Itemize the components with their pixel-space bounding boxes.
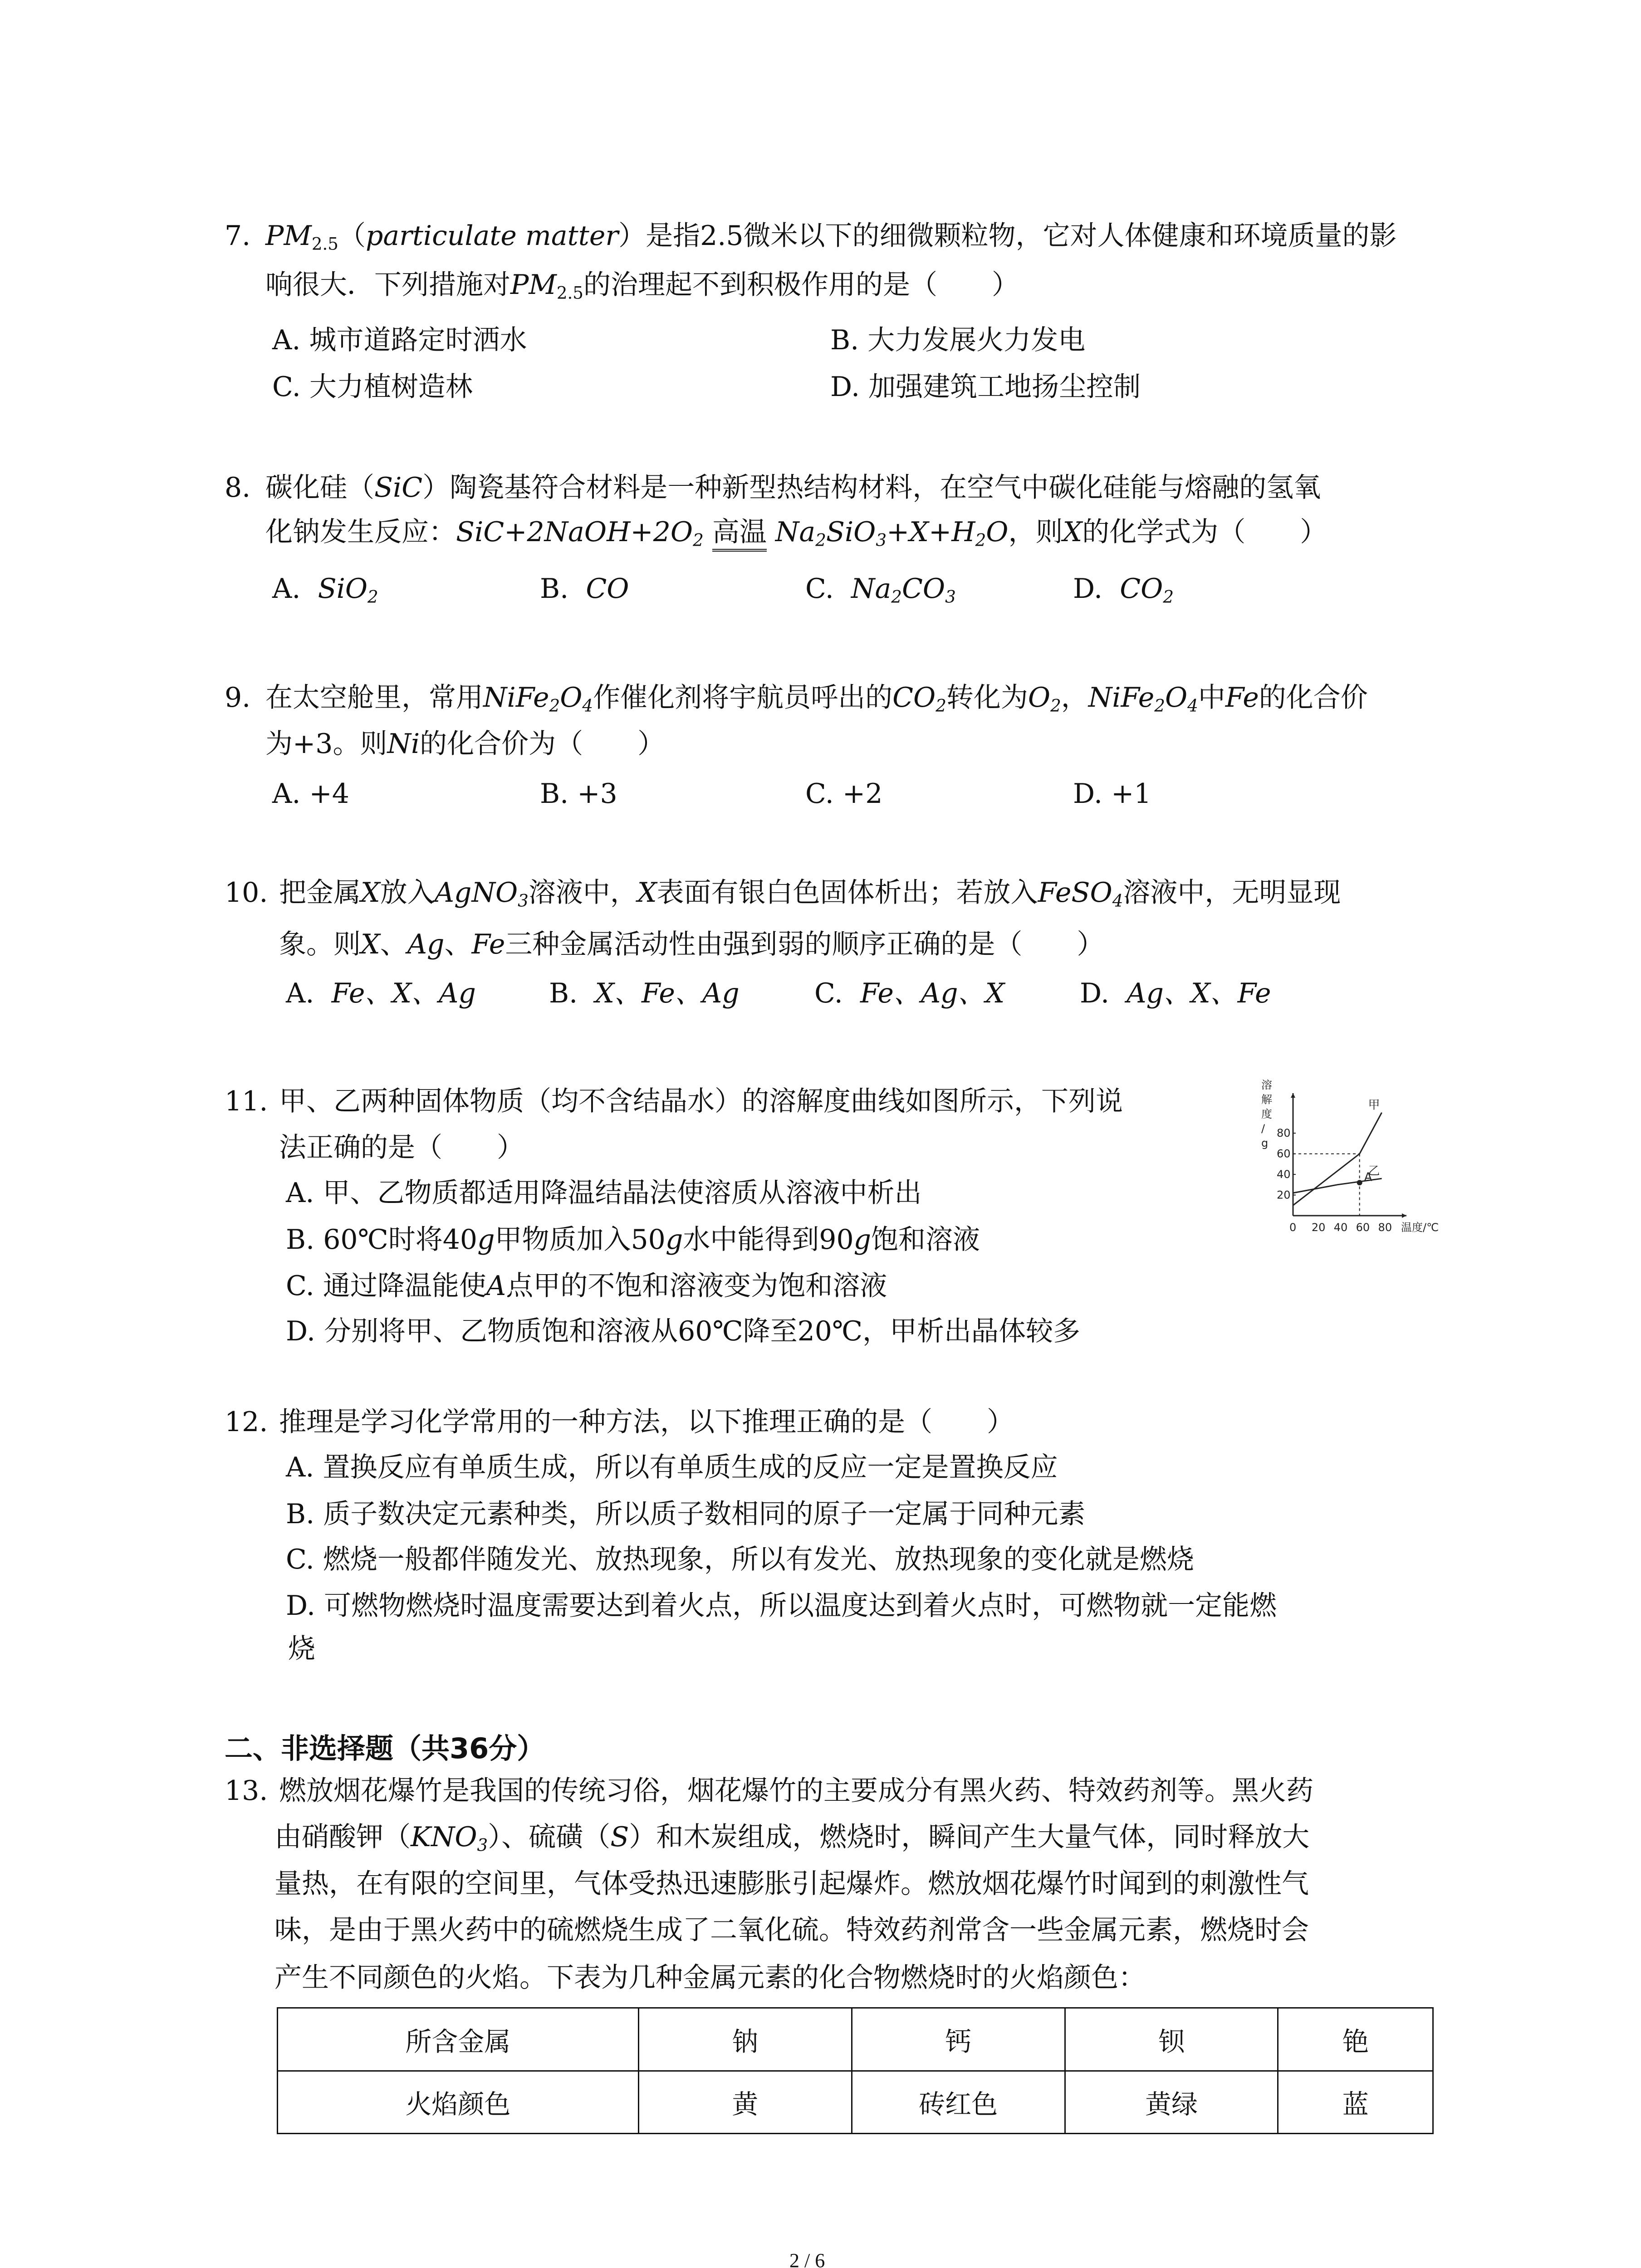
series-line (1293, 1113, 1382, 1206)
q9-option-c[interactable]: C. +2 (805, 778, 883, 810)
y-axis-label: 度 (1261, 1108, 1272, 1120)
q8-option-d[interactable]: D. $CO_2$ (1073, 573, 1174, 607)
q7-line2: 响很大．下列措施对$PM_{2.5}$的治理起不到积极作用的是（ ） (265, 269, 1019, 303)
flame-color-table (277, 2007, 1434, 2134)
q10-line2: 象。则X、Ag、Fe三种金属活动性由强到弱的顺序正确的是（ ） (279, 929, 1104, 960)
q12-option-c[interactable]: C. 燃烧一般都伴随发光、放热现象，所以有发光、放热现象的变化就是燃烧 (286, 1544, 1194, 1575)
q7-option-c[interactable]: C. 大力植树造林 (272, 371, 473, 403)
point-a (1357, 1180, 1362, 1185)
q11-option-c[interactable]: C. 通过降温能使A点甲的不饱和溶液变为饱和溶液 (286, 1270, 887, 1302)
q13-line1: 燃放烟花爆竹是我国的传统习俗，烟花爆竹的主要成分有黑火药、特效药剂等。黑火药 (279, 1775, 1313, 1807)
q12-option-a[interactable]: A. 置换反应有单质生成，所以有单质生成的反应一定是置换反应 (286, 1452, 1058, 1483)
q9-number: 9. (225, 682, 251, 714)
y-tick-label: 60 (1277, 1147, 1291, 1160)
table-cell: 黄绿 (1065, 2071, 1278, 2134)
q10-option-b[interactable]: B. X、Fe、Ag (549, 978, 740, 1009)
q11-option-a[interactable]: A. 甲、乙物质都适用降温结晶法使溶质从溶液中析出 (286, 1177, 922, 1209)
q7-option-b[interactable]: B. 大力发展火力发电 (830, 324, 1086, 356)
q12-option-b[interactable]: B. 质子数决定元素种类，所以质子数相同的原子一定属于同种元素 (286, 1498, 1086, 1530)
q9-option-b[interactable]: B. +3 (540, 778, 617, 810)
y-axis-label: 解 (1261, 1093, 1272, 1106)
q7-option-d[interactable]: D. 加强建筑工地扬尘控制 (830, 371, 1141, 403)
q10-option-c[interactable]: C. Fe、Ag、X (814, 978, 1005, 1009)
q13-number: 13. (225, 1775, 268, 1807)
reaction-condition: 高温 (712, 516, 767, 552)
q8-line2-equation: 化钠发生反应：$SiC+2NaOH+2O_2$ 高温 $Na_2SiO_3+X+H_2O$，则X的化学式为（ ） (265, 518, 1327, 546)
q11-line2: 法正确的是（ ） (279, 1132, 524, 1163)
q13-line4: 味，是由于黑火药中的硫燃烧生成了二氧化硫。特效药剂常含一些金属元素，燃烧时会 (274, 1914, 1309, 1946)
q8-line1: 碳化硅（SiC）陶瓷基符合材料是一种新型热结构材料，在空气中碳化硅能与熔融的氢氧 (265, 472, 1321, 503)
y-axis-label: g (1261, 1137, 1269, 1149)
point-a-label: A (1364, 1170, 1372, 1184)
y-tick-label: 20 (1277, 1188, 1291, 1202)
q9-option-a[interactable]: A. +4 (272, 778, 349, 810)
q10-line1: 把金属X放入AgNO$_3$溶液中，X表面有银白色固体析出；若放入FeSO$_4$溶液中，无明显现 (279, 877, 1341, 911)
table-cell: 钠 (638, 2008, 852, 2071)
q10-option-d[interactable]: D. Ag、X、Fe (1080, 978, 1271, 1009)
q9-line2: 为+3。则Ni的化合价为（ ） (265, 728, 665, 760)
q7-number: 7. (225, 220, 251, 252)
q13-line2: 由硝酸钾$(KNO_3)$、硫磺（S）和木炭组成，燃烧时，瞬间产生大量气体，同时释放大 (274, 1821, 1310, 1855)
q8-number: 8. (225, 472, 251, 503)
q10-option-a[interactable]: A. Fe、X、Ag (286, 978, 476, 1009)
q7-line1: $PM_{2.5}(particulate$ matter）是指2.5微米以下的细微颗粒物，它对人体健康和环境质量的影 (265, 220, 1397, 254)
x-tick-label: 80 (1378, 1221, 1392, 1234)
q10-number: 10. (225, 877, 268, 909)
series-label: 乙 (1368, 1164, 1380, 1178)
q8-option-c[interactable]: C. $Na_2CO_3$ (805, 573, 956, 607)
x-axis-arrow (1402, 1213, 1406, 1218)
q12-option-d-cont: 烧 (288, 1633, 315, 1665)
q12-line1: 推理是学习化学常用的一种方法，以下推理正确的是（ ） (279, 1406, 1014, 1438)
table-cell: 钙 (852, 2008, 1065, 2071)
table-cell: 所含金属 (278, 2008, 639, 2071)
solubility-chart (1252, 1075, 1439, 1243)
x-tick-label: 0 (1289, 1221, 1297, 1234)
q9-line1: 在太空舱里，常用$NiFe_2O_4$作催化剂将宇航员呼出的$CO_2$转化为$O_2$，$NiFe_2O_4$中Fe的化合价 (265, 682, 1368, 716)
table-cell: 黄 (638, 2071, 852, 2134)
table-cell: 火焰颜色 (278, 2071, 639, 2134)
table-cell: 蓝 (1278, 2071, 1433, 2134)
q8-option-a[interactable]: A. SiO$_2$ (272, 573, 378, 607)
table-cell: 铯 (1278, 2008, 1433, 2071)
table-cell: 钡 (1065, 2008, 1278, 2071)
q11-option-b[interactable]: B. 60℃时将40g甲物质加入50g水中能得到90g饱和溶液 (286, 1224, 980, 1256)
q8-option-b[interactable]: B. CO (540, 573, 629, 605)
q12-option-d[interactable]: D. 可燃物燃烧时温度需要达到着火点，所以温度达到着火点时，可燃物就一定能燃 (286, 1590, 1277, 1622)
y-axis-label: / (1261, 1122, 1265, 1135)
q11-number: 11. (225, 1085, 268, 1117)
y-axis-arrow (1291, 1093, 1295, 1098)
q12-number: 12. (225, 1406, 268, 1438)
q7-option-a[interactable]: A. 城市道路定时洒水 (272, 324, 527, 356)
q13-line5: 产生不同颜色的火焰。下表为几种金属元素的化合物燃烧时的火焰颜色： (274, 1962, 1146, 1994)
q11-option-d[interactable]: D. 分别将甲、乙物质饱和溶液从60℃降至20℃，甲析出晶体较多 (286, 1315, 1081, 1347)
table-row (278, 2008, 1433, 2071)
y-axis-label: 溶 (1261, 1079, 1272, 1091)
series-label: 甲 (1368, 1098, 1380, 1112)
x-tick-label: 40 (1333, 1221, 1348, 1234)
q13-line3: 量热，在有限的空间里，气体受热迅速膨胀引起爆炸。燃放烟花爆竹时闻到的刺激性气 (274, 1868, 1309, 1900)
x-tick-label: 20 (1311, 1221, 1326, 1234)
y-tick-label: 40 (1277, 1168, 1291, 1181)
q11-line1: 甲、乙两种固体物质（均不含结晶水）的溶解度曲线如图所示，下列说 (279, 1085, 1123, 1117)
x-axis-label: 温度/℃ (1401, 1221, 1439, 1234)
table-row (278, 2071, 1433, 2134)
q9-option-d[interactable]: D. +1 (1073, 778, 1151, 810)
section-title: 二、非选择题（共36分） (225, 1732, 545, 1765)
page-number: 2 / 6 (789, 2249, 825, 2268)
x-tick-label: 60 (1356, 1221, 1370, 1234)
y-tick-label: 80 (1277, 1127, 1291, 1140)
table-cell: 砖红色 (852, 2071, 1065, 2134)
